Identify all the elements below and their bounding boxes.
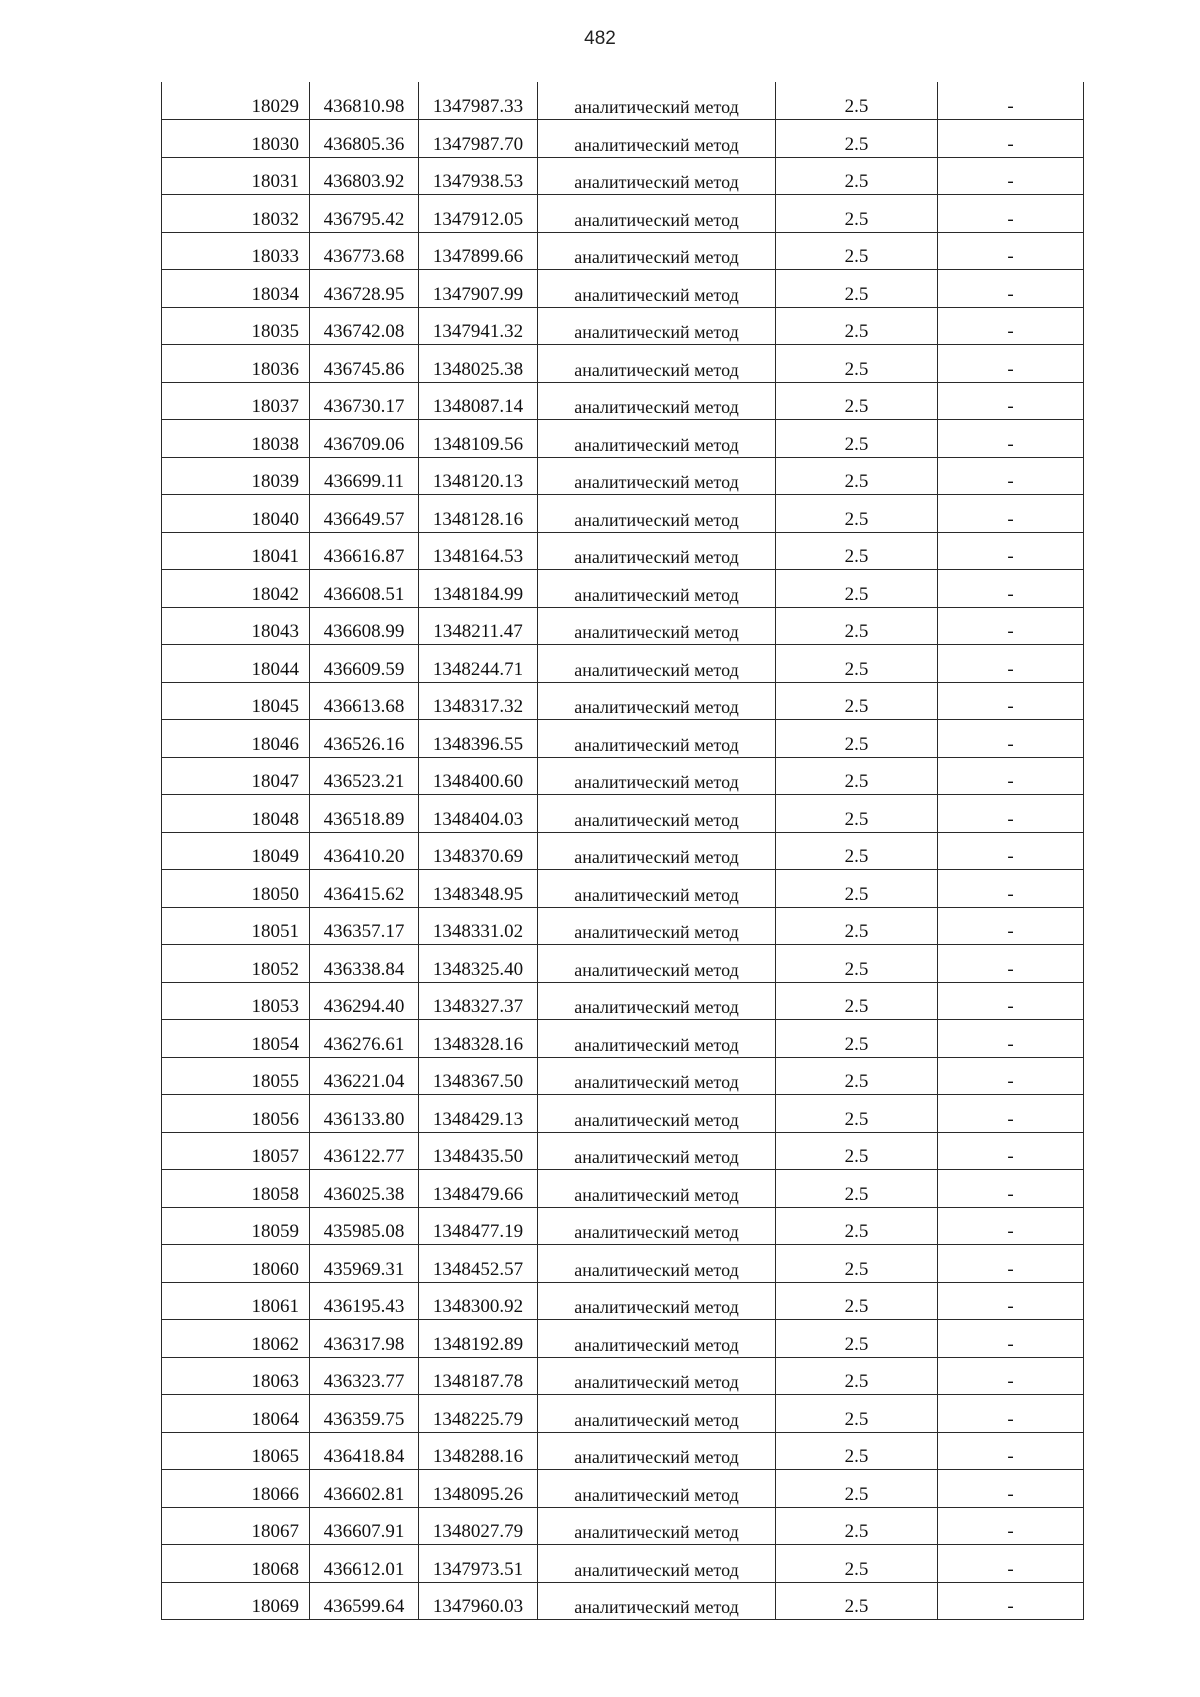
table-row bbox=[162, 307, 1084, 345]
method-cell: аналитический метод bbox=[538, 832, 776, 870]
method-cell: аналитический метод bbox=[538, 645, 776, 683]
y-coordinate-cell: 1348325.40 bbox=[419, 945, 538, 983]
note-cell: - bbox=[938, 307, 1084, 345]
point-number-cell: 18046 bbox=[162, 720, 310, 758]
y-coordinate-cell: 1348429.13 bbox=[419, 1095, 538, 1133]
x-coordinate-cell: 436742.08 bbox=[310, 307, 419, 345]
method-cell: аналитический метод bbox=[538, 1020, 776, 1058]
method-cell: аналитический метод bbox=[538, 1357, 776, 1395]
method-cell: аналитический метод bbox=[538, 1320, 776, 1358]
table-row bbox=[162, 570, 1084, 608]
point-number-cell: 18033 bbox=[162, 232, 310, 270]
table-row bbox=[162, 232, 1084, 270]
x-coordinate-cell: 436745.86 bbox=[310, 345, 419, 383]
precision-cell: 2.5 bbox=[776, 1470, 938, 1508]
point-number-cell: 18035 bbox=[162, 307, 310, 345]
method-cell: аналитический метод bbox=[538, 420, 776, 458]
point-number-cell: 18068 bbox=[162, 1545, 310, 1583]
table-row bbox=[162, 832, 1084, 870]
method-cell: аналитический метод bbox=[538, 382, 776, 420]
x-coordinate-cell: 436699.11 bbox=[310, 457, 419, 495]
y-coordinate-cell: 1348225.79 bbox=[419, 1395, 538, 1433]
x-coordinate-cell: 436607.91 bbox=[310, 1507, 419, 1545]
table-row bbox=[162, 1545, 1084, 1583]
note-cell: - bbox=[938, 232, 1084, 270]
precision-cell: 2.5 bbox=[776, 570, 938, 608]
x-coordinate-cell: 435985.08 bbox=[310, 1207, 419, 1245]
note-cell: - bbox=[938, 270, 1084, 308]
note-cell: - bbox=[938, 345, 1084, 383]
method-cell: аналитический метод bbox=[538, 795, 776, 833]
precision-cell: 2.5 bbox=[776, 1282, 938, 1320]
precision-cell: 2.5 bbox=[776, 1020, 938, 1058]
point-number-cell: 18047 bbox=[162, 757, 310, 795]
table-row bbox=[162, 682, 1084, 720]
table-row bbox=[162, 420, 1084, 458]
point-number-cell: 18031 bbox=[162, 157, 310, 195]
note-cell: - bbox=[938, 1470, 1084, 1508]
precision-cell: 2.5 bbox=[776, 795, 938, 833]
table-row bbox=[162, 157, 1084, 195]
coordinates-table bbox=[161, 82, 1084, 1620]
point-number-cell: 18049 bbox=[162, 832, 310, 870]
point-number-cell: 18050 bbox=[162, 870, 310, 908]
table-row bbox=[162, 907, 1084, 945]
note-cell: - bbox=[938, 495, 1084, 533]
precision-cell: 2.5 bbox=[776, 120, 938, 158]
x-coordinate-cell: 436518.89 bbox=[310, 795, 419, 833]
precision-cell: 2.5 bbox=[776, 420, 938, 458]
x-coordinate-cell: 436359.75 bbox=[310, 1395, 419, 1433]
note-cell: - bbox=[938, 1245, 1084, 1283]
precision-cell: 2.5 bbox=[776, 1582, 938, 1620]
precision-cell: 2.5 bbox=[776, 1507, 938, 1545]
point-number-cell: 18045 bbox=[162, 682, 310, 720]
x-coordinate-cell: 436317.98 bbox=[310, 1320, 419, 1358]
page-number: 482 bbox=[584, 28, 616, 49]
y-coordinate-cell: 1348027.79 bbox=[419, 1507, 538, 1545]
table-row bbox=[162, 1395, 1084, 1433]
table-row bbox=[162, 1020, 1084, 1058]
method-cell: аналитический метод bbox=[538, 757, 776, 795]
x-coordinate-cell: 436612.01 bbox=[310, 1545, 419, 1583]
y-coordinate-cell: 1348396.55 bbox=[419, 720, 538, 758]
method-cell: аналитический метод bbox=[538, 345, 776, 383]
x-coordinate-cell: 436418.84 bbox=[310, 1432, 419, 1470]
precision-cell: 2.5 bbox=[776, 832, 938, 870]
method-cell: аналитический метод bbox=[538, 1207, 776, 1245]
y-coordinate-cell: 1348095.26 bbox=[419, 1470, 538, 1508]
y-coordinate-cell: 1347973.51 bbox=[419, 1545, 538, 1583]
point-number-cell: 18048 bbox=[162, 795, 310, 833]
method-cell: аналитический метод bbox=[538, 907, 776, 945]
note-cell: - bbox=[938, 795, 1084, 833]
x-coordinate-cell: 436616.87 bbox=[310, 532, 419, 570]
method-cell: аналитический метод bbox=[538, 1582, 776, 1620]
y-coordinate-cell: 1348348.95 bbox=[419, 870, 538, 908]
method-cell: аналитический метод bbox=[538, 1470, 776, 1508]
table-row bbox=[162, 1357, 1084, 1395]
y-coordinate-cell: 1347938.53 bbox=[419, 157, 538, 195]
method-cell: аналитический метод bbox=[538, 532, 776, 570]
x-coordinate-cell: 436608.51 bbox=[310, 570, 419, 608]
method-cell: аналитический метод bbox=[538, 157, 776, 195]
note-cell: - bbox=[938, 120, 1084, 158]
y-coordinate-cell: 1347899.66 bbox=[419, 232, 538, 270]
method-cell: аналитический метод bbox=[538, 1507, 776, 1545]
x-coordinate-cell: 436649.57 bbox=[310, 495, 419, 533]
method-cell: аналитический метод bbox=[538, 1057, 776, 1095]
y-coordinate-cell: 1347960.03 bbox=[419, 1582, 538, 1620]
method-cell: аналитический метод bbox=[538, 682, 776, 720]
y-coordinate-cell: 1348328.16 bbox=[419, 1020, 538, 1058]
y-coordinate-cell: 1348120.13 bbox=[419, 457, 538, 495]
table-row bbox=[162, 195, 1084, 233]
y-coordinate-cell: 1348192.89 bbox=[419, 1320, 538, 1358]
note-cell: - bbox=[938, 832, 1084, 870]
note-cell: - bbox=[938, 195, 1084, 233]
table-row bbox=[162, 1170, 1084, 1208]
point-number-cell: 18063 bbox=[162, 1357, 310, 1395]
precision-cell: 2.5 bbox=[776, 1132, 938, 1170]
point-number-cell: 18066 bbox=[162, 1470, 310, 1508]
y-coordinate-cell: 1348400.60 bbox=[419, 757, 538, 795]
precision-cell: 2.5 bbox=[776, 457, 938, 495]
precision-cell: 2.5 bbox=[776, 345, 938, 383]
point-number-cell: 18029 bbox=[162, 82, 310, 120]
note-cell: - bbox=[938, 1057, 1084, 1095]
method-cell: аналитический метод bbox=[538, 607, 776, 645]
precision-cell: 2.5 bbox=[776, 382, 938, 420]
point-number-cell: 18053 bbox=[162, 982, 310, 1020]
note-cell: - bbox=[938, 1507, 1084, 1545]
point-number-cell: 18037 bbox=[162, 382, 310, 420]
point-number-cell: 18069 bbox=[162, 1582, 310, 1620]
method-cell: аналитический метод bbox=[538, 1395, 776, 1433]
x-coordinate-cell: 436805.36 bbox=[310, 120, 419, 158]
x-coordinate-cell: 436221.04 bbox=[310, 1057, 419, 1095]
method-cell: аналитический метод bbox=[538, 982, 776, 1020]
x-coordinate-cell: 436599.64 bbox=[310, 1582, 419, 1620]
point-number-cell: 18056 bbox=[162, 1095, 310, 1133]
precision-cell: 2.5 bbox=[776, 495, 938, 533]
note-cell: - bbox=[938, 645, 1084, 683]
note-cell: - bbox=[938, 157, 1084, 195]
precision-cell: 2.5 bbox=[776, 607, 938, 645]
x-coordinate-cell: 436728.95 bbox=[310, 270, 419, 308]
y-coordinate-cell: 1348477.19 bbox=[419, 1207, 538, 1245]
precision-cell: 2.5 bbox=[776, 1170, 938, 1208]
table-row bbox=[162, 645, 1084, 683]
precision-cell: 2.5 bbox=[776, 945, 938, 983]
table-row bbox=[162, 120, 1084, 158]
x-coordinate-cell: 436810.98 bbox=[310, 82, 419, 120]
x-coordinate-cell: 436773.68 bbox=[310, 232, 419, 270]
precision-cell: 2.5 bbox=[776, 307, 938, 345]
x-coordinate-cell: 436523.21 bbox=[310, 757, 419, 795]
table-row bbox=[162, 495, 1084, 533]
method-cell: аналитический метод bbox=[538, 945, 776, 983]
table-row bbox=[162, 1507, 1084, 1545]
table-row bbox=[162, 1245, 1084, 1283]
x-coordinate-cell: 436338.84 bbox=[310, 945, 419, 983]
precision-cell: 2.5 bbox=[776, 757, 938, 795]
point-number-cell: 18042 bbox=[162, 570, 310, 608]
precision-cell: 2.5 bbox=[776, 1095, 938, 1133]
table-row bbox=[162, 945, 1084, 983]
point-number-cell: 18052 bbox=[162, 945, 310, 983]
note-cell: - bbox=[938, 682, 1084, 720]
x-coordinate-cell: 436730.17 bbox=[310, 382, 419, 420]
point-number-cell: 18034 bbox=[162, 270, 310, 308]
precision-cell: 2.5 bbox=[776, 645, 938, 683]
precision-cell: 2.5 bbox=[776, 232, 938, 270]
note-cell: - bbox=[938, 82, 1084, 120]
note-cell: - bbox=[938, 1432, 1084, 1470]
method-cell: аналитический метод bbox=[538, 232, 776, 270]
y-coordinate-cell: 1348128.16 bbox=[419, 495, 538, 533]
table-row bbox=[162, 1320, 1084, 1358]
y-coordinate-cell: 1348479.66 bbox=[419, 1170, 538, 1208]
point-number-cell: 18064 bbox=[162, 1395, 310, 1433]
point-number-cell: 18044 bbox=[162, 645, 310, 683]
precision-cell: 2.5 bbox=[776, 1395, 938, 1433]
point-number-cell: 18054 bbox=[162, 1020, 310, 1058]
note-cell: - bbox=[938, 532, 1084, 570]
method-cell: аналитический метод bbox=[538, 307, 776, 345]
table-row bbox=[162, 1470, 1084, 1508]
x-coordinate-cell: 436294.40 bbox=[310, 982, 419, 1020]
table-row bbox=[162, 720, 1084, 758]
method-cell: аналитический метод bbox=[538, 270, 776, 308]
table-row bbox=[162, 382, 1084, 420]
table-row bbox=[162, 757, 1084, 795]
y-coordinate-cell: 1348452.57 bbox=[419, 1245, 538, 1283]
method-cell: аналитический метод bbox=[538, 495, 776, 533]
point-number-cell: 18030 bbox=[162, 120, 310, 158]
precision-cell: 2.5 bbox=[776, 195, 938, 233]
y-coordinate-cell: 1348109.56 bbox=[419, 420, 538, 458]
point-number-cell: 18065 bbox=[162, 1432, 310, 1470]
x-coordinate-cell: 436133.80 bbox=[310, 1095, 419, 1133]
table-row bbox=[162, 1282, 1084, 1320]
y-coordinate-cell: 1348211.47 bbox=[419, 607, 538, 645]
y-coordinate-cell: 1348331.02 bbox=[419, 907, 538, 945]
x-coordinate-cell: 436526.16 bbox=[310, 720, 419, 758]
point-number-cell: 18032 bbox=[162, 195, 310, 233]
y-coordinate-cell: 1348370.69 bbox=[419, 832, 538, 870]
note-cell: - bbox=[938, 1020, 1084, 1058]
method-cell: аналитический метод bbox=[538, 870, 776, 908]
precision-cell: 2.5 bbox=[776, 1357, 938, 1395]
precision-cell: 2.5 bbox=[776, 1057, 938, 1095]
note-cell: - bbox=[938, 457, 1084, 495]
table-body bbox=[162, 82, 1084, 1620]
y-coordinate-cell: 1347941.32 bbox=[419, 307, 538, 345]
table-row bbox=[162, 870, 1084, 908]
x-coordinate-cell: 436323.77 bbox=[310, 1357, 419, 1395]
method-cell: аналитический метод bbox=[538, 1095, 776, 1133]
method-cell: аналитический метод bbox=[538, 1132, 776, 1170]
y-coordinate-cell: 1348317.32 bbox=[419, 682, 538, 720]
note-cell: - bbox=[938, 420, 1084, 458]
note-cell: - bbox=[938, 907, 1084, 945]
y-coordinate-cell: 1348087.14 bbox=[419, 382, 538, 420]
x-coordinate-cell: 436410.20 bbox=[310, 832, 419, 870]
note-cell: - bbox=[938, 1320, 1084, 1358]
y-coordinate-cell: 1348244.71 bbox=[419, 645, 538, 683]
y-coordinate-cell: 1348187.78 bbox=[419, 1357, 538, 1395]
table-row bbox=[162, 1432, 1084, 1470]
method-cell: аналитический метод bbox=[538, 570, 776, 608]
point-number-cell: 18061 bbox=[162, 1282, 310, 1320]
precision-cell: 2.5 bbox=[776, 870, 938, 908]
method-cell: аналитический метод bbox=[538, 1432, 776, 1470]
note-cell: - bbox=[938, 720, 1084, 758]
precision-cell: 2.5 bbox=[776, 1432, 938, 1470]
table-row bbox=[162, 270, 1084, 308]
x-coordinate-cell: 436613.68 bbox=[310, 682, 419, 720]
precision-cell: 2.5 bbox=[776, 532, 938, 570]
table-row bbox=[162, 457, 1084, 495]
method-cell: аналитический метод bbox=[538, 457, 776, 495]
point-number-cell: 18059 bbox=[162, 1207, 310, 1245]
x-coordinate-cell: 436276.61 bbox=[310, 1020, 419, 1058]
x-coordinate-cell: 436195.43 bbox=[310, 1282, 419, 1320]
point-number-cell: 18043 bbox=[162, 607, 310, 645]
point-number-cell: 18051 bbox=[162, 907, 310, 945]
y-coordinate-cell: 1347987.70 bbox=[419, 120, 538, 158]
table-row bbox=[162, 532, 1084, 570]
method-cell: аналитический метод bbox=[538, 120, 776, 158]
note-cell: - bbox=[938, 607, 1084, 645]
x-coordinate-cell: 436795.42 bbox=[310, 195, 419, 233]
note-cell: - bbox=[938, 570, 1084, 608]
point-number-cell: 18062 bbox=[162, 1320, 310, 1358]
y-coordinate-cell: 1347912.05 bbox=[419, 195, 538, 233]
precision-cell: 2.5 bbox=[776, 682, 938, 720]
y-coordinate-cell: 1347987.33 bbox=[419, 82, 538, 120]
precision-cell: 2.5 bbox=[776, 1207, 938, 1245]
table-row bbox=[162, 1207, 1084, 1245]
point-number-cell: 18041 bbox=[162, 532, 310, 570]
x-coordinate-cell: 436609.59 bbox=[310, 645, 419, 683]
table-row bbox=[162, 1582, 1084, 1620]
y-coordinate-cell: 1348164.53 bbox=[419, 532, 538, 570]
table-row bbox=[162, 1132, 1084, 1170]
x-coordinate-cell: 436608.99 bbox=[310, 607, 419, 645]
point-number-cell: 18055 bbox=[162, 1057, 310, 1095]
x-coordinate-cell: 435969.31 bbox=[310, 1245, 419, 1283]
method-cell: аналитический метод bbox=[538, 1545, 776, 1583]
precision-cell: 2.5 bbox=[776, 1245, 938, 1283]
y-coordinate-cell: 1348300.92 bbox=[419, 1282, 538, 1320]
y-coordinate-cell: 1348367.50 bbox=[419, 1057, 538, 1095]
x-coordinate-cell: 436709.06 bbox=[310, 420, 419, 458]
precision-cell: 2.5 bbox=[776, 157, 938, 195]
note-cell: - bbox=[938, 1357, 1084, 1395]
method-cell: аналитический метод bbox=[538, 1245, 776, 1283]
y-coordinate-cell: 1348435.50 bbox=[419, 1132, 538, 1170]
y-coordinate-cell: 1348025.38 bbox=[419, 345, 538, 383]
precision-cell: 2.5 bbox=[776, 982, 938, 1020]
note-cell: - bbox=[938, 1132, 1084, 1170]
precision-cell: 2.5 bbox=[776, 1320, 938, 1358]
point-number-cell: 18057 bbox=[162, 1132, 310, 1170]
x-coordinate-cell: 436602.81 bbox=[310, 1470, 419, 1508]
x-coordinate-cell: 436803.92 bbox=[310, 157, 419, 195]
precision-cell: 2.5 bbox=[776, 720, 938, 758]
note-cell: - bbox=[938, 1395, 1084, 1433]
note-cell: - bbox=[938, 1207, 1084, 1245]
note-cell: - bbox=[938, 382, 1084, 420]
note-cell: - bbox=[938, 870, 1084, 908]
method-cell: аналитический метод bbox=[538, 720, 776, 758]
table-row bbox=[162, 607, 1084, 645]
note-cell: - bbox=[938, 1582, 1084, 1620]
note-cell: - bbox=[938, 757, 1084, 795]
table-row bbox=[162, 1095, 1084, 1133]
method-cell: аналитический метод bbox=[538, 1282, 776, 1320]
y-coordinate-cell: 1347907.99 bbox=[419, 270, 538, 308]
x-coordinate-cell: 436357.17 bbox=[310, 907, 419, 945]
note-cell: - bbox=[938, 982, 1084, 1020]
note-cell: - bbox=[938, 1545, 1084, 1583]
point-number-cell: 18038 bbox=[162, 420, 310, 458]
table-row bbox=[162, 1057, 1084, 1095]
point-number-cell: 18058 bbox=[162, 1170, 310, 1208]
note-cell: - bbox=[938, 1170, 1084, 1208]
y-coordinate-cell: 1348327.37 bbox=[419, 982, 538, 1020]
note-cell: - bbox=[938, 1282, 1084, 1320]
point-number-cell: 18060 bbox=[162, 1245, 310, 1283]
note-cell: - bbox=[938, 1095, 1084, 1133]
precision-cell: 2.5 bbox=[776, 82, 938, 120]
x-coordinate-cell: 436122.77 bbox=[310, 1132, 419, 1170]
y-coordinate-cell: 1348288.16 bbox=[419, 1432, 538, 1470]
point-number-cell: 18036 bbox=[162, 345, 310, 383]
point-number-cell: 18040 bbox=[162, 495, 310, 533]
note-cell: - bbox=[938, 945, 1084, 983]
table-row bbox=[162, 345, 1084, 383]
precision-cell: 2.5 bbox=[776, 1545, 938, 1583]
y-coordinate-cell: 1348404.03 bbox=[419, 795, 538, 833]
point-number-cell: 18067 bbox=[162, 1507, 310, 1545]
x-coordinate-cell: 436415.62 bbox=[310, 870, 419, 908]
method-cell: аналитический метод bbox=[538, 1170, 776, 1208]
table-row bbox=[162, 82, 1084, 120]
table-row bbox=[162, 982, 1084, 1020]
coordinates-table-container bbox=[161, 82, 1084, 1620]
point-number-cell: 18039 bbox=[162, 457, 310, 495]
precision-cell: 2.5 bbox=[776, 907, 938, 945]
method-cell: аналитический метод bbox=[538, 82, 776, 120]
precision-cell: 2.5 bbox=[776, 270, 938, 308]
x-coordinate-cell: 436025.38 bbox=[310, 1170, 419, 1208]
y-coordinate-cell: 1348184.99 bbox=[419, 570, 538, 608]
table-row bbox=[162, 795, 1084, 833]
method-cell: аналитический метод bbox=[538, 195, 776, 233]
